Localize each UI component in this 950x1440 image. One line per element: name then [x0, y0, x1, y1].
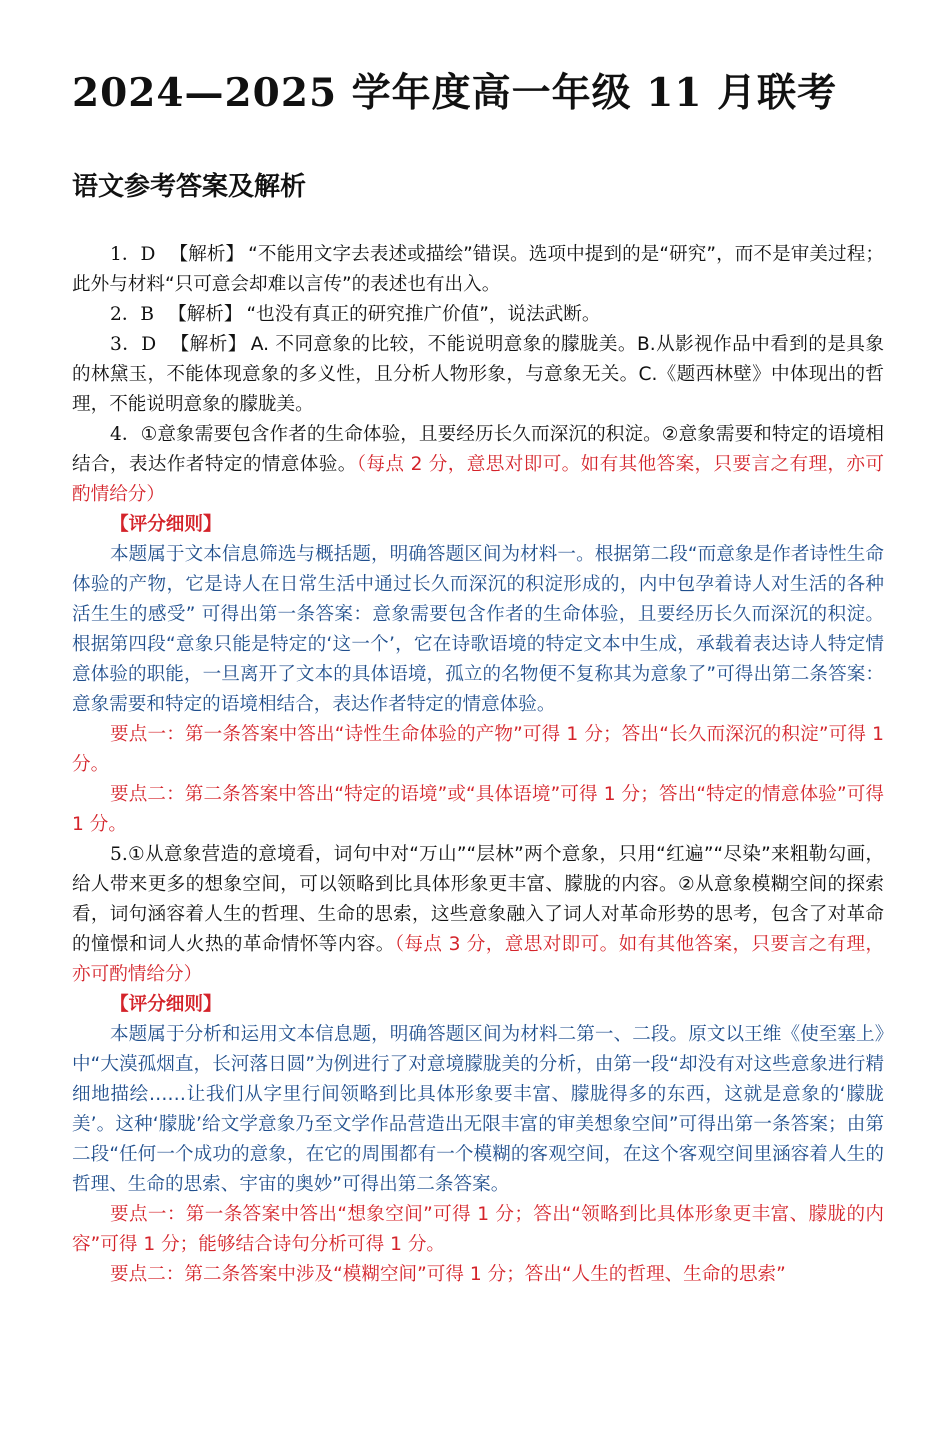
scoring-point-2: 要点二：第二条答案中涉及“模糊空间”可得 1 分；答出“人生的哲理、生命的思索”: [110, 1264, 786, 1285]
answer-q5: [72, 840, 884, 990]
rubric-heading: 【评分细则】: [110, 994, 222, 1015]
question-number: 4．: [110, 424, 141, 445]
analysis-text: A. 不同意象的比较，不能说明意象的朦胧美。B.从影视作品中看到的是具象的林黛玉，不能体现意象的多义性，且分析人物形象，与意象无关。C.《题西林壁》中体现出的哲理，不能说明意象的朦胧美。: [72, 334, 884, 415]
score-note: （每点 3 分，意思对即可。如有其他答案，只要言之有理，亦可酌情给分）: [72, 934, 884, 985]
reference-answer: ①从意象营造的意境看，词句中对“万山”“层林”两个意象，只用“红遍”“尽染”来粗勒勾画，给人带来更多的想象空间，可以领略到比具体形象更丰富、朦胧的内容。②从意象模糊空间的探索看，词句涵容着人生的哲理、生命的思索，这些意象融入了词人对革命形势的思考，包含了对革命的憧憬和词人火热的革命情怀等内容。: [72, 844, 884, 955]
answer-q2: [72, 300, 884, 330]
analysis-text: “也没有真正的研究推广价值”，说法武断。: [246, 304, 601, 325]
rubric-heading: 【评分细则】: [110, 514, 222, 535]
question-number: 5.: [110, 844, 128, 865]
rubric-explanation: 本题属于文本信息筛选与概括题，明确答题区间为材料一。根据第二段“而意象是作者诗性生命体验的产物，它是诗人在日常生活中通过长久而深沉的积淀形成的，内中包孕着诗人对生活的各种活生生的感受” 可得出第一条答案：意象需要包含作者的生命体验，且要经历长久而深沉的积淀。根据第四段“意象只能是特定的‘这一个’，它在诗歌语境的特定文本中生成，承载着表达诗人特定情意体验的职能，一旦离开了文本的具体语境，孤立的名物便不复称其为意象了”可得出第二条答案：意象需要和特定的语境相结合，表达作者特定的情意体验。: [72, 544, 884, 715]
analysis-text: “不能用文字去表述或描绘”错误。选项中提到的是“研究”，而不是审美过程；此外与材料“只可意会却难以言传”的表述也有出入。: [72, 244, 884, 295]
scoring-point-1: 要点一：第一条答案中答出“想象空间”可得 1 分；答出“领略到比具体形象更丰富、朦胧的内容”可得 1 分；能够结合诗句分析可得 1 分。: [72, 1204, 884, 1255]
rubric-explanation: 本题属于分析和运用文本信息题，明确答题区间为材料二第一、二段。原文以王维《使至塞上》中“大漠孤烟直，长河落日圆”为例进行了对意境朦胧美的分析，由第一段“却没有对这些意象进行精细地描绘……让我们从字里行间领略到比具体形象要丰富、朦胧得多的东西，这就是意象的‘朦胧美’。这种‘朦胧’给文学意象乃至文学作品营造出无限丰富的审美想象空间”可得出第一条答案；由第二段“任何一个成功的意象，在它的周围都有一个模糊的客观空间，在这个客观空间里涵容着人生的哲理、生命的思索、宇宙的奥妙”可得出第二条答案。: [72, 1024, 884, 1195]
scoring-point-1: 要点一：第一条答案中答出“诗性生命体验的产物”可得 1 分；答出“长久而深沉的积淀”可得 1 分。: [72, 724, 884, 775]
page-subtitle: 语文参考答案及解析: [72, 172, 307, 202]
answer-q4: [72, 420, 884, 510]
answer-q3: [72, 330, 884, 420]
answer-body: [72, 240, 884, 1290]
score-note: （每点 2 分，意思对即可。如有其他答案，只要言之有理，亦可酌情给分）: [72, 454, 884, 505]
scoring-point-2: 要点二：第二条答案中答出“特定的语境”或“具体语境”可得 1 分；答出“特定的情意体验”可得 1 分。: [72, 784, 884, 835]
reference-answer: ①意象需要包含作者的生命体验，且要经历长久而深沉的积淀。②意象需要和特定的语境相结合，表达作者特定的情意体验。: [72, 424, 884, 475]
analysis-tag: 【解析】: [168, 304, 243, 325]
analysis-tag: 【解析】: [169, 244, 245, 265]
answer-q1: [72, 240, 884, 300]
question-number: 2．B: [110, 304, 155, 325]
question-number: 3．D: [110, 334, 157, 355]
page-title: 2024—2025 学年度高一年级 11 月联考: [72, 70, 838, 116]
analysis-tag: 【解析】: [170, 334, 247, 355]
question-number: 1．D: [110, 244, 156, 265]
